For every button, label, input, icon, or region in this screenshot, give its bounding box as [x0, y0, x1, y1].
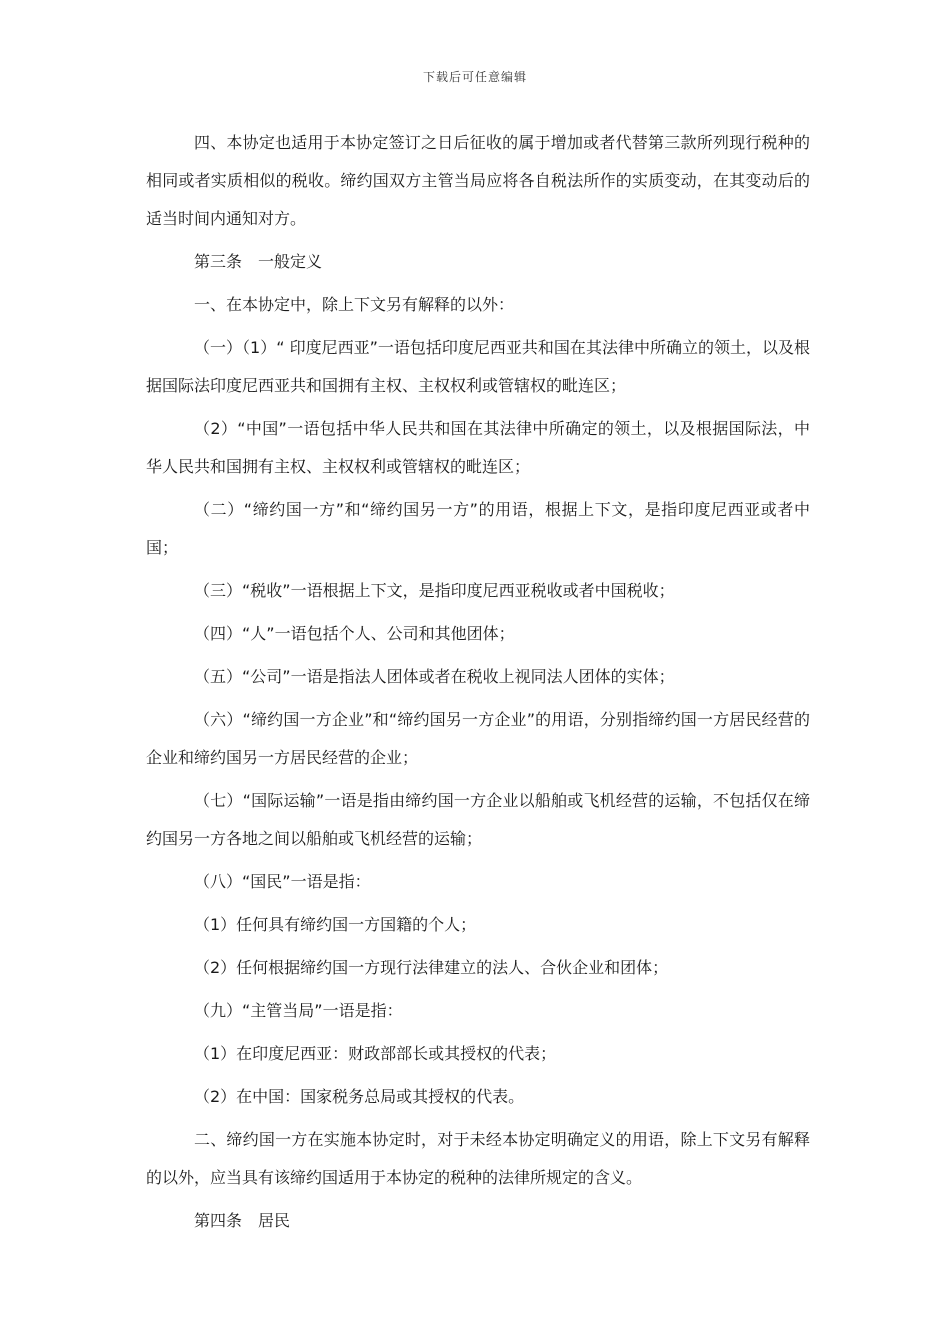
- paragraph: 四、本协定也适用于本协定签订之日后征收的属于增加或者代替第三款所列现行税种的相同或者实质相似的税收。缔约国双方主管当局应将各自税法所作的实质变动，在其变动后的适当时间内通知对方。: [146, 133, 810, 228]
- paragraph: （六）“缔约国一方企业”和“缔约国另一方企业”的用语，分别指缔约国一方居民经营的企业和缔约国另一方居民经营的企业；: [146, 710, 810, 767]
- paragraph: （八）“国民”一语是指：: [194, 872, 371, 891]
- paragraph: （2）在中国：国家税务总局或其授权的代表。: [194, 1087, 525, 1106]
- paragraph: （一）（1）“ 印度尼西亚”一语包括印度尼西亚共和国在其法律中所确立的领土，以及根据国际法印度尼西亚共和国拥有主权、主权权利或管辖权的毗连区；: [146, 338, 810, 395]
- article-heading: 第四条 居民: [194, 1211, 291, 1230]
- paragraph: （九）“主管当局”一语是指：: [194, 1001, 403, 1020]
- paragraph: 一、在本协定中，除上下文另有解释的以外：: [194, 295, 515, 314]
- document-body: [146, 124, 810, 1240]
- paragraph: （七）“国际运输”一语是指由缔约国一方企业以船舶或飞机经营的运输，不包括仅在缔约国另一方各地之间以船舶或飞机经营的运输；: [146, 791, 810, 848]
- paragraph: （1）在印度尼西亚：财政部部长或其授权的代表；: [194, 1044, 557, 1063]
- paragraph: （二）“缔约国一方”和“缔约国另一方”的用语，根据上下文，是指印度尼西亚或者中国；: [146, 500, 810, 557]
- paragraph: （五）“公司”一语是指法人团体或者在税收上视同法人团体的实体；: [194, 667, 675, 686]
- article-heading: 第三条 一般定义: [194, 252, 323, 271]
- paragraph: （四）“人”一语包括个人、公司和其他团体；: [194, 624, 515, 643]
- paragraph: （三）“税收”一语根据上下文，是指印度尼西亚税收或者中国税收；: [194, 581, 675, 600]
- paragraph: （2）“中国”一语包括中华人民共和国在其法律中所确定的领土，以及根据国际法，中华人民共和国拥有主权、主权权利或管辖权的毗连区；: [146, 419, 810, 476]
- paragraph: （1）任何具有缔约国一方国籍的个人；: [194, 915, 477, 934]
- paragraph: （2）任何根据缔约国一方现行法律建立的法人、合伙企业和团体；: [194, 958, 669, 977]
- paragraph: 二、缔约国一方在实施本协定时，对于未经本协定明确定义的用语，除上下文另有解释的以外，应当具有该缔约国适用于本协定的税种的法律所规定的含义。: [146, 1130, 810, 1187]
- header-note: 下载后可任意编辑: [422, 70, 527, 84]
